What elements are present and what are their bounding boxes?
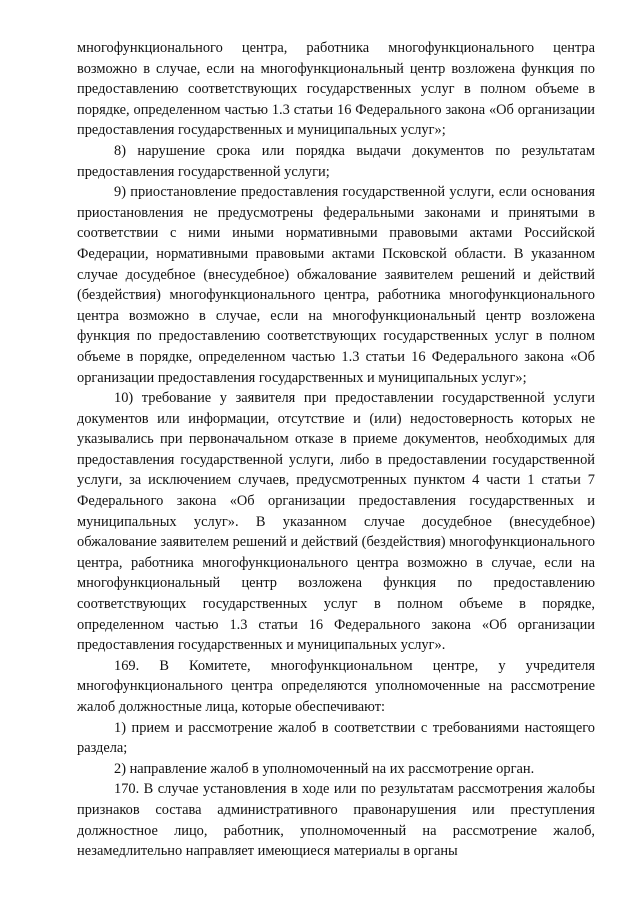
paragraph-item-10: 10) требование у заявителя при предоставлении государственной услуги документов или информации, отсутствие и (или) недостоверность которых не указывались при первоначальном отказе в приеме документов, необходимых для предоставления государственной услуги, либо в предоставлении государственной услуги, за исключением случаев, предусмотренных пунктом 4 части 1 статьи 7 Федерального закона «Об организации предоставления государственных и муниципальных услуг». В указанном случае досудебное (внесудебное) обжалование заявителем решений и действий (бездействия) многофункционального центра, работника многофункционального центра возможно в случае, если на многофункциональный центр возложена функция по предоставлению соответствующих государственных услуг в полном объеме в порядке, определенном частью 1.3 статьи 16 Федерального закона «Об организации предоставления государственных и муниципальных услуг». bbox=[77, 390, 595, 654]
paragraph-169-item-1: 1) прием и рассмотрение жалоб в соответствии с требованиями настоящего раздела; bbox=[77, 719, 595, 757]
document-page bbox=[77, 38, 595, 862]
paragraph-item-9: 9) приостановление предоставления государственной услуги, если основания приостановления не предусмотрены федеральными законами и принятыми в соответствии с ними иными нормативными правовыми актами Российской Федерации, нормативными правовыми актами Псковской области. В указанном случае досудебное (внесудебное) обжалование заявителем решений и действий (бездействия) многофункционального центра, работника многофункционального центра возможно в случае, если на многофункциональный центр возложена функция по предоставлению соответствующих государственных услуг в полном объеме в порядке, определенном частью 1.3 статьи 16 Федерального закона «Об организации предоставления государственных и муниципальных услуг»; bbox=[77, 184, 595, 386]
paragraph-169-item-2: 2) направление жалоб в уполномоченный на их рассмотрение орган. bbox=[114, 760, 535, 777]
paragraph-continuation: многофункционального центра, работника многофункционального центра возможно в случае, если на многофункциональный центр возложена функция по предоставлению соответствующих государственных услуг в полном объеме в порядке, определенном частью 1.3 статьи 16 Федерального закона «Об организации предоставления государственных и муниципальных услуг»; bbox=[77, 40, 595, 139]
paragraph-section-170: 170. В случае установления в ходе или по результатам рассмотрения жалобы признаков состава административного правонарушения или преступления должностное лицо, работник, уполномоченный на рассмотрение жалоб, незамедлительно направляет имеющиеся материалы в органы bbox=[77, 781, 595, 860]
paragraph-section-169: 169. В Комитете, многофункциональном центре, у учредителя многофункционального центра определяются уполномоченные на рассмотрение жалоб должностные лица, которые обеспечивают: bbox=[77, 657, 595, 715]
paragraph-item-8: 8) нарушение срока или порядка выдачи документов по результатам предоставления государственной услуги; bbox=[77, 142, 595, 180]
